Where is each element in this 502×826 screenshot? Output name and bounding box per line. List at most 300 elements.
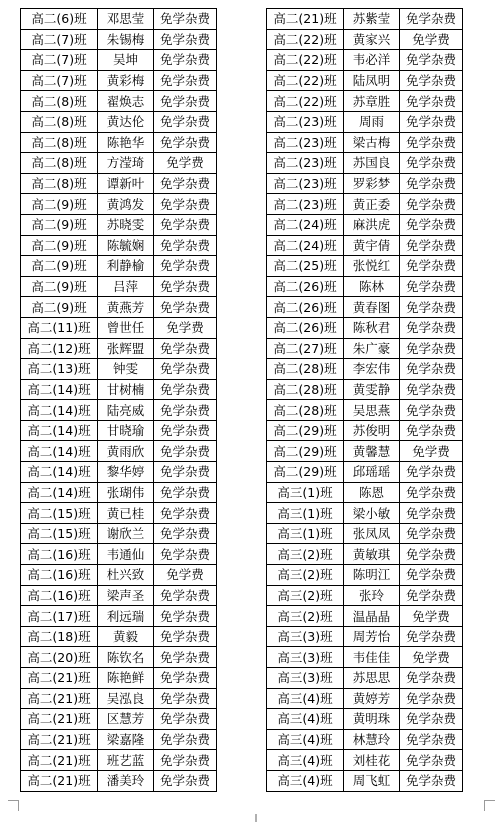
table-row [21, 420, 217, 441]
class-cell: 高二(29)班 [267, 441, 344, 462]
table-row [21, 462, 217, 483]
table-row [21, 688, 217, 709]
table-row [267, 400, 463, 421]
fee-type-cell: 免学杂费 [400, 91, 463, 112]
fee-type-cell: 免学杂费 [400, 523, 463, 544]
student-name-cell: 吴泓良 [98, 688, 154, 709]
fee-type-cell: 免学杂费 [400, 317, 463, 338]
fee-type-cell: 免学费 [154, 565, 217, 586]
table-row [21, 503, 217, 524]
table-row [267, 420, 463, 441]
fee-type-cell: 免学杂费 [154, 29, 217, 50]
table-row [267, 668, 463, 689]
fee-type-cell: 免学杂费 [154, 173, 217, 194]
table-row [267, 29, 463, 50]
class-cell: 高二(26)班 [267, 297, 344, 318]
table-row [267, 626, 463, 647]
student-name-cell: 黄馨慧 [344, 441, 400, 462]
table-row [267, 359, 463, 380]
fee-type-cell: 免学杂费 [154, 214, 217, 235]
table-row [21, 565, 217, 586]
student-name-cell: 吕萍 [98, 276, 154, 297]
student-name-cell: 麻洪虎 [344, 214, 400, 235]
class-cell: 高三(2)班 [267, 585, 344, 606]
table-row [21, 626, 217, 647]
student-name-cell: 张瑚伟 [98, 482, 154, 503]
student-name-cell: 杜兴致 [98, 565, 154, 586]
table-row [21, 585, 217, 606]
table-row [21, 214, 217, 235]
table-row [267, 482, 463, 503]
class-cell: 高二(14)班 [21, 400, 98, 421]
fee-type-cell: 免学杂费 [400, 770, 463, 791]
class-cell: 高二(9)班 [21, 194, 98, 215]
fee-type-cell: 免学杂费 [154, 420, 217, 441]
fee-type-cell: 免学费 [400, 606, 463, 627]
table-row [267, 606, 463, 627]
fee-type-cell: 免学杂费 [400, 585, 463, 606]
table-row [267, 173, 463, 194]
class-cell: 高二(8)班 [21, 173, 98, 194]
fee-type-cell: 免学杂费 [400, 400, 463, 421]
student-name-cell: 梁古梅 [344, 132, 400, 153]
fee-type-cell: 免学杂费 [154, 462, 217, 483]
table-row [267, 317, 463, 338]
table-row [21, 111, 217, 132]
student-name-cell: 黄家兴 [344, 29, 400, 50]
fee-type-cell: 免学杂费 [400, 420, 463, 441]
table-row [267, 235, 463, 256]
student-name-cell: 黄婷芳 [344, 688, 400, 709]
student-table-right [266, 8, 463, 792]
class-cell: 高二(16)班 [21, 585, 98, 606]
student-name-cell: 利静榆 [98, 256, 154, 277]
page-corner-mark-left [8, 800, 19, 811]
student-name-cell: 谢欣兰 [98, 523, 154, 544]
fee-type-cell: 免学杂费 [400, 359, 463, 380]
table-row [267, 50, 463, 71]
table-row [21, 647, 217, 668]
fee-type-cell: 免学杂费 [400, 482, 463, 503]
student-name-cell: 梁嘉隆 [98, 729, 154, 750]
student-table-left-body [21, 9, 217, 792]
fee-type-cell: 免学杂费 [400, 462, 463, 483]
class-cell: 高二(23)班 [267, 132, 344, 153]
fee-type-cell: 免学杂费 [154, 50, 217, 71]
class-cell: 高二(15)班 [21, 523, 98, 544]
student-name-cell: 曾世任 [98, 317, 154, 338]
class-cell: 高二(21)班 [21, 709, 98, 730]
table-row [21, 256, 217, 277]
student-name-cell: 陈艳鲜 [98, 668, 154, 689]
table-row [267, 214, 463, 235]
student-name-cell: 张辉盟 [98, 338, 154, 359]
fee-type-cell: 免学杂费 [400, 626, 463, 647]
fee-type-cell: 免学杂费 [400, 50, 463, 71]
fee-type-cell: 免学杂费 [154, 688, 217, 709]
student-name-cell: 陈秋君 [344, 317, 400, 338]
student-name-cell: 周飞虹 [344, 770, 400, 791]
fee-type-cell: 免学费 [154, 317, 217, 338]
table-row [21, 50, 217, 71]
table-row [267, 338, 463, 359]
class-cell: 高二(8)班 [21, 91, 98, 112]
fee-type-cell: 免学杂费 [154, 276, 217, 297]
class-cell: 高二(9)班 [21, 214, 98, 235]
fee-type-cell: 免学杂费 [154, 585, 217, 606]
fee-type-cell: 免学杂费 [400, 153, 463, 174]
table-row [267, 194, 463, 215]
fee-type-cell: 免学杂费 [154, 544, 217, 565]
class-cell: 高二(22)班 [267, 50, 344, 71]
class-cell: 高二(13)班 [21, 359, 98, 380]
fee-type-cell: 免学杂费 [154, 709, 217, 730]
table-row [21, 194, 217, 215]
student-name-cell: 陈毓娴 [98, 235, 154, 256]
table-row [21, 523, 217, 544]
table-row [267, 647, 463, 668]
fee-type-cell: 免学杂费 [154, 256, 217, 277]
student-name-cell: 陈钦名 [98, 647, 154, 668]
class-cell: 高二(22)班 [267, 70, 344, 91]
fee-type-cell: 免学杂费 [400, 297, 463, 318]
student-name-cell: 朱广豪 [344, 338, 400, 359]
fee-type-cell: 免学杂费 [400, 688, 463, 709]
class-cell: 高二(11)班 [21, 317, 98, 338]
fee-type-cell: 免学杂费 [154, 482, 217, 503]
student-name-cell: 苏俊明 [344, 420, 400, 441]
class-cell: 高二(14)班 [21, 482, 98, 503]
fee-type-cell: 免学费 [400, 441, 463, 462]
class-cell: 高二(23)班 [267, 153, 344, 174]
student-name-cell: 邓思莹 [98, 9, 154, 30]
student-name-cell: 张悦红 [344, 256, 400, 277]
student-name-cell: 潘美玲 [98, 770, 154, 791]
fee-type-cell: 免学杂费 [154, 91, 217, 112]
class-cell: 高二(7)班 [21, 70, 98, 91]
class-cell: 高二(9)班 [21, 297, 98, 318]
student-name-cell: 张玲 [344, 585, 400, 606]
fee-type-cell: 免学杂费 [154, 647, 217, 668]
class-cell: 高二(21)班 [21, 729, 98, 750]
student-name-cell: 黄雨欣 [98, 441, 154, 462]
student-name-cell: 周雨 [344, 111, 400, 132]
table-row [267, 441, 463, 462]
class-cell: 高三(2)班 [267, 565, 344, 586]
table-row [267, 111, 463, 132]
fee-type-cell: 免学杂费 [154, 400, 217, 421]
table-row [21, 770, 217, 791]
student-name-cell: 韦佳佳 [344, 647, 400, 668]
student-name-cell: 韦通仙 [98, 544, 154, 565]
student-name-cell: 陈明江 [344, 565, 400, 586]
fee-type-cell: 免学杂费 [400, 9, 463, 30]
class-cell: 高三(4)班 [267, 709, 344, 730]
fee-type-cell: 免学杂费 [154, 297, 217, 318]
class-cell: 高二(16)班 [21, 565, 98, 586]
table-row [21, 379, 217, 400]
student-name-cell: 黄达伦 [98, 111, 154, 132]
student-name-cell: 刘桂花 [344, 750, 400, 771]
class-cell: 高三(2)班 [267, 606, 344, 627]
table-row [21, 338, 217, 359]
class-cell: 高二(7)班 [21, 29, 98, 50]
class-cell: 高二(29)班 [267, 462, 344, 483]
page-break-marker [255, 814, 257, 822]
student-name-cell: 朱锡梅 [98, 29, 154, 50]
student-name-cell: 黄彩梅 [98, 70, 154, 91]
fee-type-cell: 免学杂费 [400, 173, 463, 194]
table-row [21, 132, 217, 153]
student-name-cell: 陆亮威 [98, 400, 154, 421]
table-row [21, 359, 217, 380]
table-row [21, 709, 217, 730]
fee-type-cell: 免学杂费 [400, 729, 463, 750]
student-name-cell: 陈艳华 [98, 132, 154, 153]
class-cell: 高二(26)班 [267, 276, 344, 297]
student-name-cell: 陈林 [344, 276, 400, 297]
student-name-cell: 黄燕芳 [98, 297, 154, 318]
table-row [267, 503, 463, 524]
student-name-cell: 谭新叶 [98, 173, 154, 194]
student-name-cell: 苏章胜 [344, 91, 400, 112]
class-cell: 高三(4)班 [267, 729, 344, 750]
student-name-cell: 李宏伟 [344, 359, 400, 380]
class-cell: 高三(4)班 [267, 688, 344, 709]
fee-type-cell: 免学杂费 [400, 750, 463, 771]
table-row [21, 668, 217, 689]
class-cell: 高二(28)班 [267, 400, 344, 421]
page-corner-mark-right [484, 800, 495, 811]
fee-type-cell: 免学杂费 [154, 626, 217, 647]
fee-type-cell: 免学杂费 [154, 70, 217, 91]
class-cell: 高二(21)班 [21, 668, 98, 689]
table-row [267, 70, 463, 91]
student-name-cell: 黄明珠 [344, 709, 400, 730]
fee-type-cell: 免学杂费 [154, 668, 217, 689]
student-name-cell: 黄鸿发 [98, 194, 154, 215]
class-cell: 高三(1)班 [267, 503, 344, 524]
class-cell: 高二(22)班 [267, 91, 344, 112]
class-cell: 高二(25)班 [267, 256, 344, 277]
class-cell: 高二(9)班 [21, 276, 98, 297]
table-row [21, 276, 217, 297]
fee-type-cell: 免学费 [154, 153, 217, 174]
table-row [267, 9, 463, 30]
fee-type-cell: 免学杂费 [400, 503, 463, 524]
student-name-cell: 温晶晶 [344, 606, 400, 627]
student-name-cell: 苏国良 [344, 153, 400, 174]
table-row [21, 729, 217, 750]
table-row [267, 379, 463, 400]
class-cell: 高二(6)班 [21, 9, 98, 30]
student-name-cell: 黄正委 [344, 194, 400, 215]
class-cell: 高三(3)班 [267, 626, 344, 647]
class-cell: 高二(14)班 [21, 420, 98, 441]
class-cell: 高二(20)班 [21, 647, 98, 668]
class-cell: 高三(4)班 [267, 770, 344, 791]
class-cell: 高二(16)班 [21, 544, 98, 565]
table-row [267, 770, 463, 791]
table-row [267, 729, 463, 750]
student-name-cell: 陆凤明 [344, 70, 400, 91]
class-cell: 高二(21)班 [21, 770, 98, 791]
class-cell: 高二(21)班 [21, 688, 98, 709]
student-name-cell: 甘树楠 [98, 379, 154, 400]
fee-type-cell: 免学费 [400, 647, 463, 668]
class-cell: 高二(8)班 [21, 132, 98, 153]
student-name-cell: 罗彩梦 [344, 173, 400, 194]
fee-type-cell: 免学杂费 [154, 359, 217, 380]
class-cell: 高三(3)班 [267, 668, 344, 689]
class-cell: 高二(23)班 [267, 194, 344, 215]
table-row [267, 544, 463, 565]
class-cell: 高二(14)班 [21, 462, 98, 483]
table-row [21, 91, 217, 112]
table-row [21, 235, 217, 256]
fee-type-cell: 免学杂费 [400, 709, 463, 730]
class-cell: 高二(9)班 [21, 235, 98, 256]
fee-type-cell: 免学杂费 [154, 194, 217, 215]
student-name-cell: 韦必洋 [344, 50, 400, 71]
fee-type-cell: 免学杂费 [400, 276, 463, 297]
class-cell: 高二(12)班 [21, 338, 98, 359]
student-name-cell: 黄春图 [344, 297, 400, 318]
class-cell: 高二(26)班 [267, 317, 344, 338]
fee-type-cell: 免学杂费 [154, 132, 217, 153]
class-cell: 高二(24)班 [267, 235, 344, 256]
fee-type-cell: 免学杂费 [400, 70, 463, 91]
fee-type-cell: 免学杂费 [154, 503, 217, 524]
class-cell: 高三(1)班 [267, 482, 344, 503]
class-cell: 高二(9)班 [21, 256, 98, 277]
student-name-cell: 周芳怡 [344, 626, 400, 647]
table-row [21, 400, 217, 421]
class-cell: 高二(23)班 [267, 111, 344, 132]
student-name-cell: 邱瑶瑶 [344, 462, 400, 483]
class-cell: 高三(2)班 [267, 544, 344, 565]
class-cell: 高二(8)班 [21, 111, 98, 132]
class-cell: 高二(23)班 [267, 173, 344, 194]
fee-type-cell: 免学杂费 [154, 523, 217, 544]
student-name-cell: 黄雯静 [344, 379, 400, 400]
class-cell: 高二(8)班 [21, 153, 98, 174]
table-row [267, 462, 463, 483]
fee-type-cell: 免学杂费 [400, 111, 463, 132]
student-name-cell: 黄宇倩 [344, 235, 400, 256]
student-name-cell: 张凤凤 [344, 523, 400, 544]
table-row [21, 750, 217, 771]
fee-type-cell: 免学杂费 [154, 9, 217, 30]
student-name-cell: 方滢琦 [98, 153, 154, 174]
table-row [21, 606, 217, 627]
student-name-cell: 陈恩 [344, 482, 400, 503]
student-name-cell: 翟焕志 [98, 91, 154, 112]
fee-type-cell: 免学杂费 [400, 256, 463, 277]
table-row [267, 153, 463, 174]
fee-type-cell: 免学杂费 [400, 565, 463, 586]
student-name-cell: 林慧玲 [344, 729, 400, 750]
class-cell: 高二(14)班 [21, 441, 98, 462]
table-row [267, 750, 463, 771]
student-name-cell: 梁声圣 [98, 585, 154, 606]
table-row [267, 709, 463, 730]
table-row [267, 585, 463, 606]
class-cell: 高二(21)班 [21, 750, 98, 771]
fee-type-cell: 免学杂费 [400, 338, 463, 359]
table-row [21, 173, 217, 194]
table-row [267, 565, 463, 586]
table-row [21, 153, 217, 174]
student-name-cell: 甘晓瑜 [98, 420, 154, 441]
table-row [267, 276, 463, 297]
fee-type-cell: 免学杂费 [400, 544, 463, 565]
table-row [267, 91, 463, 112]
fee-type-cell: 免学杂费 [400, 235, 463, 256]
fee-type-cell: 免学杂费 [154, 441, 217, 462]
student-name-cell: 苏紫莹 [344, 9, 400, 30]
fee-type-cell: 免学杂费 [154, 111, 217, 132]
fee-type-cell: 免学费 [400, 29, 463, 50]
student-name-cell: 梁小敏 [344, 503, 400, 524]
class-cell: 高三(3)班 [267, 647, 344, 668]
class-cell: 高二(24)班 [267, 214, 344, 235]
class-cell: 高二(14)班 [21, 379, 98, 400]
fee-type-cell: 免学杂费 [154, 770, 217, 791]
student-name-cell: 吴坤 [98, 50, 154, 71]
fee-type-cell: 免学杂费 [400, 379, 463, 400]
table-row [21, 441, 217, 462]
class-cell: 高二(22)班 [267, 29, 344, 50]
fee-type-cell: 免学杂费 [400, 668, 463, 689]
fee-type-cell: 免学杂费 [154, 235, 217, 256]
table-row [267, 523, 463, 544]
table-row [21, 70, 217, 91]
student-name-cell: 区慧芳 [98, 709, 154, 730]
student-name-cell: 黄毅 [98, 626, 154, 647]
fee-type-cell: 免学杂费 [400, 194, 463, 215]
fee-type-cell: 免学杂费 [400, 214, 463, 235]
table-row [267, 688, 463, 709]
fee-type-cell: 免学杂费 [400, 132, 463, 153]
table-row [267, 132, 463, 153]
student-table-left [20, 8, 217, 792]
class-cell: 高二(7)班 [21, 50, 98, 71]
student-name-cell: 苏思思 [344, 668, 400, 689]
fee-type-cell: 免学杂费 [154, 379, 217, 400]
class-cell: 高二(17)班 [21, 606, 98, 627]
fee-type-cell: 免学杂费 [154, 606, 217, 627]
student-name-cell: 班艺蓝 [98, 750, 154, 771]
fee-type-cell: 免学杂费 [154, 338, 217, 359]
student-name-cell: 钟雯 [98, 359, 154, 380]
student-name-cell: 黎华婷 [98, 462, 154, 483]
class-cell: 高二(21)班 [267, 9, 344, 30]
class-cell: 高二(15)班 [21, 503, 98, 524]
class-cell: 高二(29)班 [267, 420, 344, 441]
fee-type-cell: 免学杂费 [154, 729, 217, 750]
fee-type-cell: 免学杂费 [154, 750, 217, 771]
table-row [267, 297, 463, 318]
class-cell: 高二(27)班 [267, 338, 344, 359]
class-cell: 高三(4)班 [267, 750, 344, 771]
class-cell: 高二(28)班 [267, 359, 344, 380]
table-row [267, 256, 463, 277]
class-cell: 高二(28)班 [267, 379, 344, 400]
student-name-cell: 苏晓雯 [98, 214, 154, 235]
student-table-right-body [267, 9, 463, 792]
student-name-cell: 黄已桂 [98, 503, 154, 524]
